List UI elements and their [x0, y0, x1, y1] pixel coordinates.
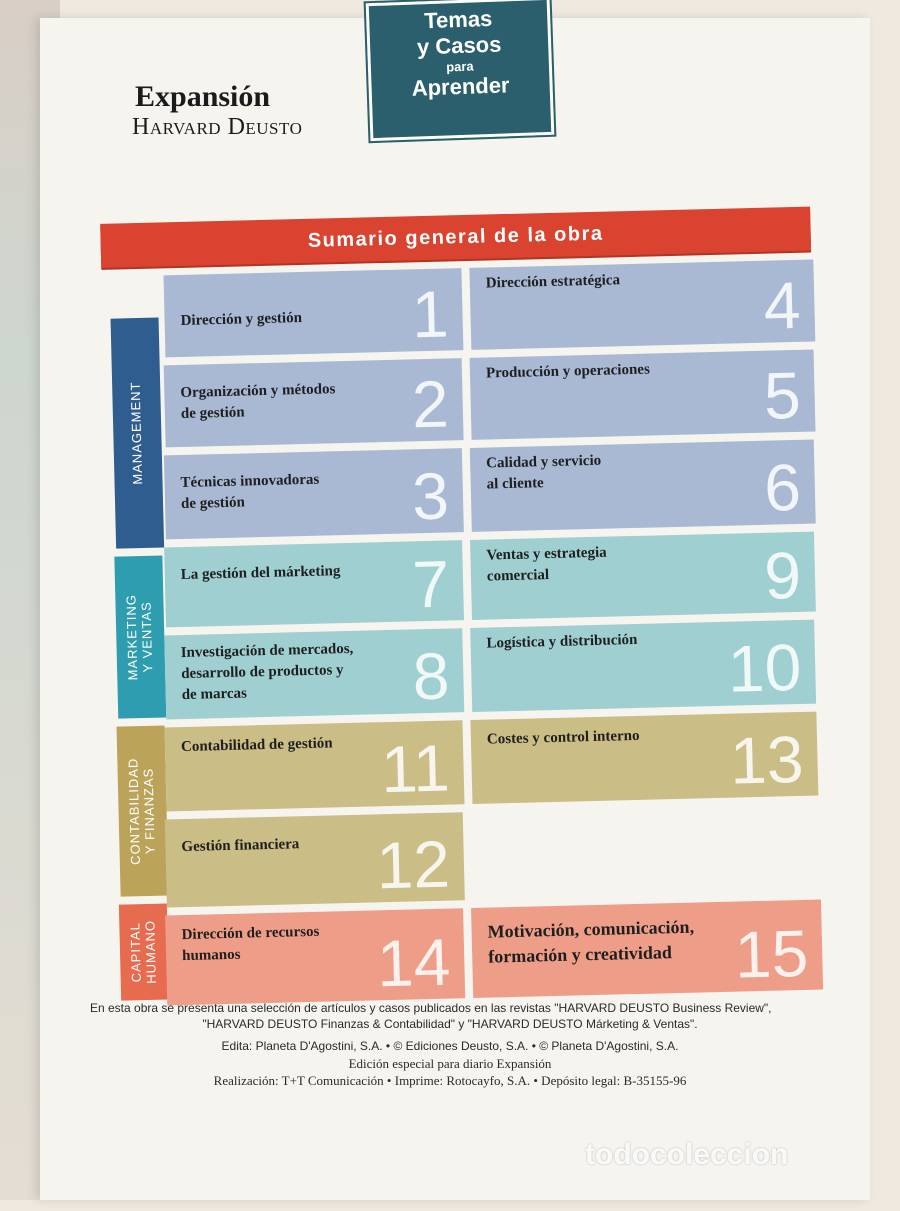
- badge-line: Aprender: [411, 72, 510, 101]
- brand-title: Expansión: [135, 80, 271, 113]
- volume-number: 4: [762, 267, 802, 343]
- volume-2: [164, 358, 464, 447]
- volume-3: [164, 448, 464, 539]
- volume-6: [470, 440, 816, 532]
- volume-number: 13: [729, 721, 805, 798]
- volume-number: 9: [763, 537, 802, 613]
- footer-line: Realización: T+T Comunicación • Imprime: Rotocayfo, S.A. • Depósito legal: B-35155-96: [213, 1073, 687, 1089]
- volume-title: Costes y control interno: [486, 727, 640, 748]
- category-marketing: [114, 555, 166, 718]
- volume-4: [469, 260, 815, 350]
- volume-title: Técnicas innovadoras de gestión: [180, 471, 320, 513]
- volume-number: 12: [375, 826, 451, 903]
- badge-line: y Casos: [416, 31, 502, 60]
- volume-title: Motivación, comunicación, formación y creatividad: [487, 916, 695, 967]
- volume-title: La gestión del márketing: [180, 563, 341, 584]
- badge-line: para: [445, 58, 474, 75]
- volume-number: 7: [411, 546, 451, 622]
- category-label: MARKETING Y VENTAS: [123, 593, 156, 681]
- volume-title: Dirección y gestión: [180, 310, 303, 329]
- volume-title: Logística y distribución: [486, 631, 638, 652]
- volume-title: Producción y operaciones: [485, 361, 651, 382]
- footer-line: "HARVARD DEUSTO Finanzas & Contabilidad" y "HARVARD DEUSTO Márketing & Ventas".: [202, 1017, 698, 1032]
- volume-12: [165, 812, 465, 907]
- volume-number: 11: [380, 730, 451, 807]
- volume-number: 5: [762, 357, 802, 433]
- volume-11: [165, 720, 465, 811]
- footer-line: Edición especial para diario Expansión: [348, 1055, 552, 1071]
- volume-1: [163, 268, 463, 357]
- category-label: MANAGEMENT: [127, 381, 146, 485]
- volume-title: Dirección de recursos humanos: [181, 923, 320, 965]
- volume-title: Calidad y servicio al cliente: [485, 452, 602, 493]
- volume-number: 10: [726, 629, 803, 706]
- volume-8: [164, 628, 464, 719]
- volume-title: Ventas y estrategia comercial: [486, 544, 607, 585]
- badge-line: Temas: [423, 5, 493, 34]
- brand-subtitle: Harvard Deusto: [132, 114, 303, 140]
- volume-title: Organización y métodos de gestión: [180, 381, 336, 422]
- volume-15: [471, 900, 823, 999]
- volume-title: Contabilidad de gestión: [180, 735, 333, 756]
- footer-credits: [90, 1000, 810, 1090]
- volume-number: 15: [733, 915, 810, 992]
- volume-number: 3: [411, 458, 450, 534]
- category-contabilidad: [117, 725, 169, 896]
- volume-title: Gestión financiera: [181, 836, 300, 856]
- volume-title: Dirección estratégica: [485, 272, 621, 292]
- volume-13: [470, 712, 818, 804]
- category-capital: [119, 903, 169, 1000]
- summary-banner: Sumario general de la obra: [100, 207, 811, 268]
- volume-number: 14: [376, 924, 452, 1001]
- footer-line: Edita: Planeta D'Agostini, S.A. • © Ediciones Deusto, S.A. • © Planeta D'Agostini, S.A.: [221, 1039, 679, 1054]
- volume-title: Investigación de mercados, desarrollo de productos y de marcas: [180, 640, 354, 704]
- volume-number: 6: [763, 449, 802, 525]
- footer-line: En esta obra se presenta una selección de artículos y casos publicados en las revistas "HARVARD DEUSTO Business Review",: [90, 1001, 772, 1015]
- category-label: CAPITAL HUMANO: [127, 919, 159, 984]
- watermark: todocoleccion: [585, 1138, 789, 1171]
- volume-number: 2: [411, 366, 450, 442]
- volume-number: 1: [410, 276, 450, 352]
- volume-14: [165, 908, 465, 1005]
- category-management: [111, 318, 165, 549]
- volume-7: [164, 540, 464, 627]
- category-label: CONTABILIDAD Y FINANZAS: [125, 757, 158, 865]
- volume-number: 8: [411, 638, 451, 714]
- volume-5: [470, 350, 816, 440]
- volume-10: [470, 620, 816, 712]
- volume-9: [470, 532, 816, 620]
